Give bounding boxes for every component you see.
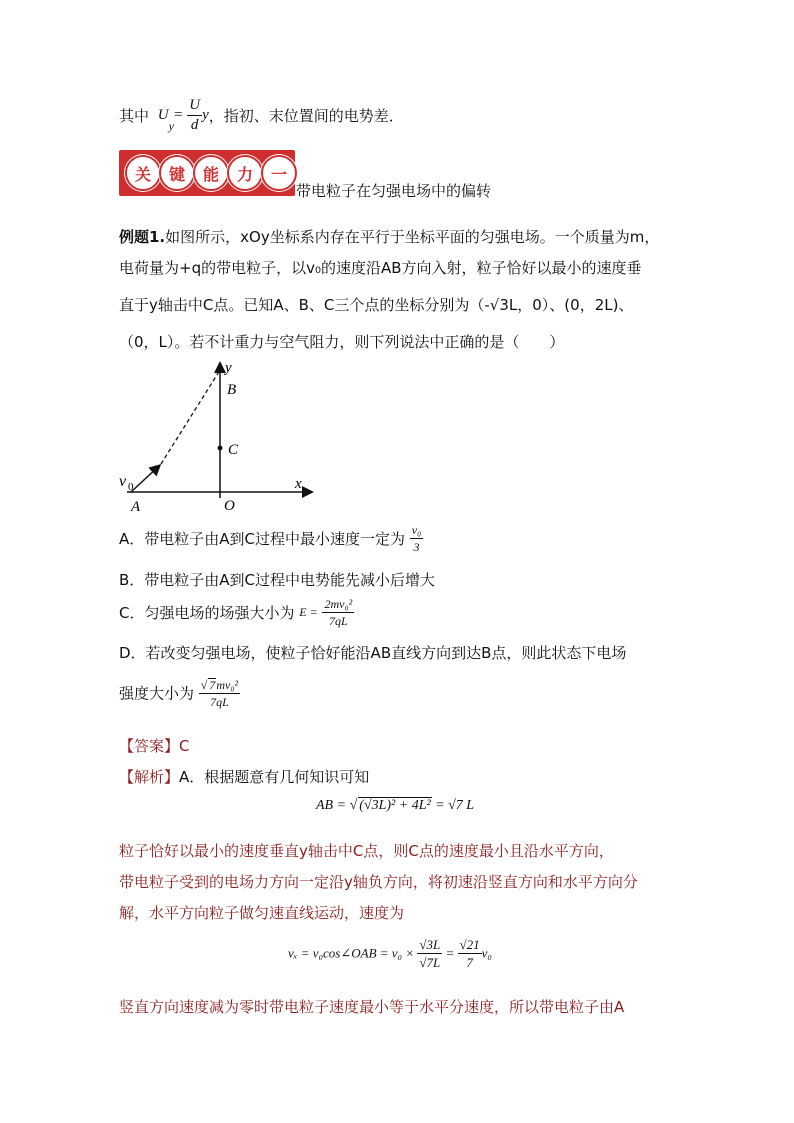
point-c-dot [218,446,223,451]
option-d-num-rest: mv₀² [216,678,239,692]
analysis-p1: 粒子恰好以最小的速度垂直y轴击中C点，则C点的速度最小且沿水平方向， [119,842,614,860]
answer-line [119,735,190,756]
ab-dashed-line [161,370,220,464]
eq1-lhs: AB = [316,798,347,813]
eq2-f1-num: √3L [419,937,441,952]
banner-char-2: 键 [159,155,195,191]
velocity-sub: 0 [128,481,134,493]
option-d-text-2: 强度大小为 [119,684,195,703]
example-line-1 [119,226,659,247]
example-line-3: 直于y轴击中C点。已知A、B、C三个点的坐标分别为（-√3L，0）、(0，2L)、 [119,296,634,314]
banner-char-3: 能 [193,155,229,191]
example-line-2: 电荷量为+q的带电粒子，以v₀的速度沿AB方向入射，粒子恰好以最小的速度垂 [119,259,642,277]
option-c-lhs: E = [299,605,318,619]
intro-fraction [187,98,202,133]
intro-frac-num: U [187,98,202,116]
section-title: 带电粒子在匀强电场中的偏转 [296,182,492,200]
x-axis-label: x [295,476,302,492]
answer-value: C [179,737,190,755]
key-ability-banner [119,150,295,196]
eq2-tail: v₀ [481,945,492,961]
eq2-f2-num: √21 [459,937,480,952]
point-c-label: C [228,442,239,458]
option-c [119,598,354,638]
banner-char-5: 一 [261,155,297,191]
eq2-fraction-1 [417,938,442,969]
example-text-1: 如图所示，xOy坐标系内存在平行于坐标平面的匀强电场。一个质量为m， [165,228,660,246]
option-d-root: 7 [209,678,216,692]
intro-u: U [157,107,169,123]
point-a-label: A [131,499,141,515]
equation-vx [288,938,492,984]
intro-eq: = [173,107,183,123]
option-a [119,524,423,560]
coordinate-figure [115,358,325,518]
option-d-line-2 [119,678,240,718]
eq1-rhs: = √7 L [435,798,475,813]
intro-sub-y: y [168,119,174,133]
analysis-intro: A．根据题意有几何知识可知 [179,768,370,786]
option-c-text: C．匀强电场的场强大小为 [119,604,295,622]
intro-suffix: ，指初、末位置间的电势差． [208,107,404,125]
analysis-p2: 带电粒子受到的电场力方向一定沿y轴负方向，将初速沿竖直方向和水平方向分 [119,873,638,891]
origin-label: O [224,498,235,514]
eq2-fraction-2 [458,938,482,969]
intro-line [119,98,404,142]
velocity-arrow [131,466,159,492]
answer-label: 【答案】 [119,737,180,755]
intro-prefix: 其中 [119,107,150,125]
option-c-den: 7qL [329,614,348,628]
option-d-line-1: D．若改变匀强电场，使粒子恰好能沿AB直线方向到达B点，则此状态下电场 [119,644,627,662]
analysis-p4: 竖直方向速度减为零时带电粒子速度最小等于水平分速度，所以带电粒子由A [119,998,625,1016]
analysis-label: 【解析】 [119,768,180,786]
y-axis-label: y [225,360,232,376]
option-b: B．带电粒子由A到C过程中电势能先减小后增大 [119,571,436,589]
option-c-fraction [322,598,354,627]
option-d-fraction [199,678,240,708]
example-label: 例题1. [119,228,166,246]
banner-char-1: 关 [125,155,161,191]
option-a-fraction [410,524,424,553]
point-b-label: B [227,382,237,398]
eq2-f1-den: √7L [419,955,441,970]
eq2-eq: = [445,945,455,961]
eq2-f2-den: 7 [466,955,473,970]
option-a-den: 3 [413,540,420,554]
intro-y: y [202,107,209,123]
analysis-line [119,766,369,787]
option-a-num: v₀ [411,523,422,537]
eq1-radicand: (√3L)² + 4L² [359,798,431,813]
equation-ab: AB = √ (√3L)² + 4L² = √7 L [316,798,475,813]
option-d-den: 7qL [210,695,229,709]
example-line-4: （0，L）。若不计重力与空气阻力，则下列说法中正确的是（ ） [119,333,565,351]
analysis-p3: 解，水平方向粒子做匀速直线运动，速度为 [119,904,405,922]
intro-frac-den: d [190,117,199,133]
option-c-num: 2mv₀² [324,597,353,611]
banner-char-4: 力 [227,155,263,191]
velocity-label: v [119,473,127,490]
eq2-lhs: vₓ = v₀cos∠OAB = v₀ × [288,945,415,961]
option-a-text: A．带电粒子由A到C过程中最小速度一定为 [119,530,405,548]
option-d-num: √ 7mv₀² [200,678,239,692]
